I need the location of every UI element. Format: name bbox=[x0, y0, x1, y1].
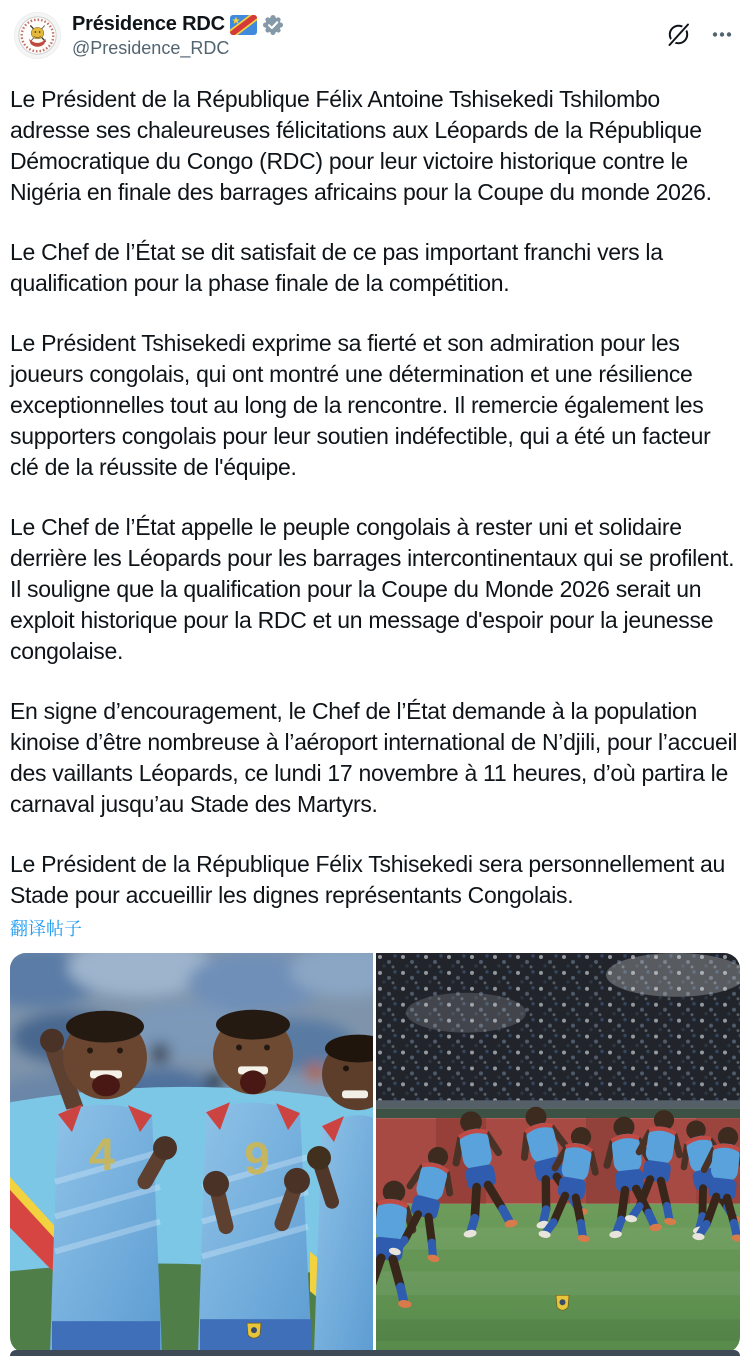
user-handle[interactable]: @Presidence_RDC bbox=[72, 38, 230, 58]
drc-coat-of-arms-avatar-image bbox=[15, 13, 60, 58]
verified-badge-icon bbox=[262, 14, 284, 36]
post-paragraph: Le Président de la République Félix Tshisekedi sera personnellement au Stade pour accueillir les dignes représentants Congolais. bbox=[10, 851, 726, 908]
crest-on-pitch bbox=[556, 1295, 569, 1310]
media-photo-right[interactable] bbox=[376, 953, 740, 1353]
post-paragraph: Le Président Tshisekedi exprime sa fierté et son admiration pour les joueurs congolais, qui ont montré une détermination et une résilience exceptionnelles tout au long de la rencontre. Il remercie également les supporters congolais pour leur soutien indéfectible, qui a été un facteur clé de la réussite de l'équipe. bbox=[10, 330, 711, 480]
svg-text:4: 4 bbox=[89, 1128, 115, 1180]
post-paragraph: Le Chef de l’État se dit satisfait de ce pas important franchi vers la qualification pour la phase finale de la compétition. bbox=[10, 239, 663, 296]
drc-flag-icon bbox=[230, 15, 257, 35]
display-name[interactable]: Présidence RDC bbox=[72, 13, 225, 35]
translate-post-link[interactable]: 翻译帖子 bbox=[10, 919, 82, 939]
header-actions bbox=[663, 12, 734, 50]
post-paragraph: En signe d’encouragement, le Chef de l’État demande à la population kinoise d’être nombreuse à l’aéroport international de N’djili, pour l’accueil des vaillants Léopards, ce lundi 17 novembre à 11 heures, d’où partira le carnaval jusqu’au Stade des Martyrs. bbox=[10, 698, 738, 817]
post-text bbox=[0, 84, 750, 911]
grok-actions-button[interactable] bbox=[663, 19, 694, 50]
avatar[interactable] bbox=[14, 12, 61, 59]
players-with-flag-image bbox=[10, 953, 373, 1353]
more-button[interactable] bbox=[710, 29, 734, 40]
next-content-edge bbox=[10, 1350, 740, 1356]
identity-block bbox=[72, 12, 663, 59]
team-running-image bbox=[376, 953, 740, 1353]
post-paragraph: Le Président de la République Félix Antoine Tshisekedi Tshilombo adresse ses chaleureuses félicitations aux Léopards de la République Démocratique du Congo (RDC) pour leur victoire historique contre le Nigéria en finale des barrages africains pour la Coupe du monde 2026. bbox=[10, 86, 712, 205]
grok-icon bbox=[665, 21, 692, 48]
ellipsis-icon bbox=[712, 31, 732, 38]
tweet-header bbox=[0, 0, 750, 59]
svg-text:9: 9 bbox=[244, 1132, 270, 1184]
tweet-media-grid bbox=[10, 953, 740, 1353]
media-photo-left[interactable] bbox=[10, 953, 373, 1353]
post-paragraph: Le Chef de l’État appelle le peuple congolais à rester uni et solidaire derrière les Léopards pour les barrages intercontinentaux qui se profilent. Il souligne que la qualification pour la Coupe du Monde 2026 serait un exploit historique pour la RDC et un message d'espoir pour la jeunesse congolaise. bbox=[10, 514, 735, 664]
